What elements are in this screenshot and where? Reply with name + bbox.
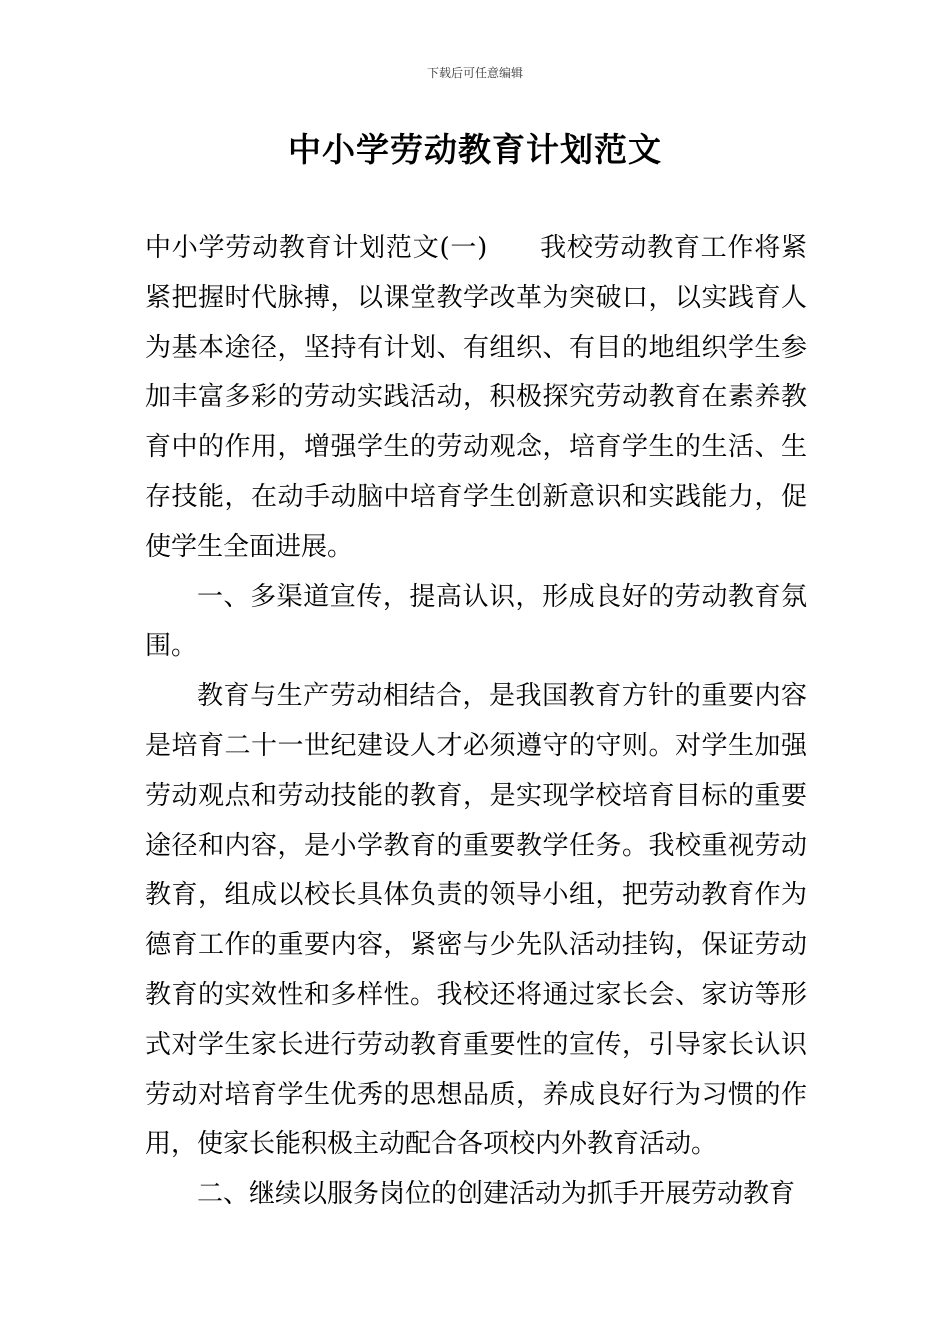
section2-heading: 二、继续以服务岗位的创建活动为抓手开展劳动教育 [197,1179,796,1210]
intro-label: 中小学劳动教育计划范文(一) [145,233,488,263]
section1-heading: 一、多渠道宣传，提高认识，形成良好的劳动教育氛围。 [145,581,807,662]
document-body [145,224,807,1220]
intro-paragraph [145,224,807,573]
document-title: 中小学劳动教育计划范文 [288,130,662,169]
header-note: 下载后可任意编辑 [426,66,523,80]
section1-body: 教育与生产劳动相结合，是我国教育方针的重要内容是培育二十一世纪建设人才必须遵守的守则。对学生加强劳动观点和劳动技能的教育，是实现学校培育目标的重要途径和内容，是小学教育的重要教学任务。我校重视劳动教育，组成以校长具体负责的领导小组，把劳动教育作为德育工作的重要内容，紧密与少先队活动挂钩，保证劳动教育的实效性和多样性。我校还将通过家长会、家访等形式对学生家长进行劳动教育重要性的宣传，引导家长认识劳动对培育学生优秀的思想品质，养成良好行为习惯的作用，使家长能积极主动配合各项校内外教育活动。 [145,681,807,1160]
intro-text: 我校劳动教育工作将紧紧把握时代脉搏，以课堂教学改革为突破口，以实践育人为基本途径，坚持有计划、有组织、有目的地组织学生参加丰富多彩的劳动实践活动，积极探究劳动教育在素养教育中的作用，增强学生的劳动观念，培育学生的生活、生存技能，在动手动脑中培育学生创新意识和实践能力，促使学生全面进展。 [145,233,807,562]
